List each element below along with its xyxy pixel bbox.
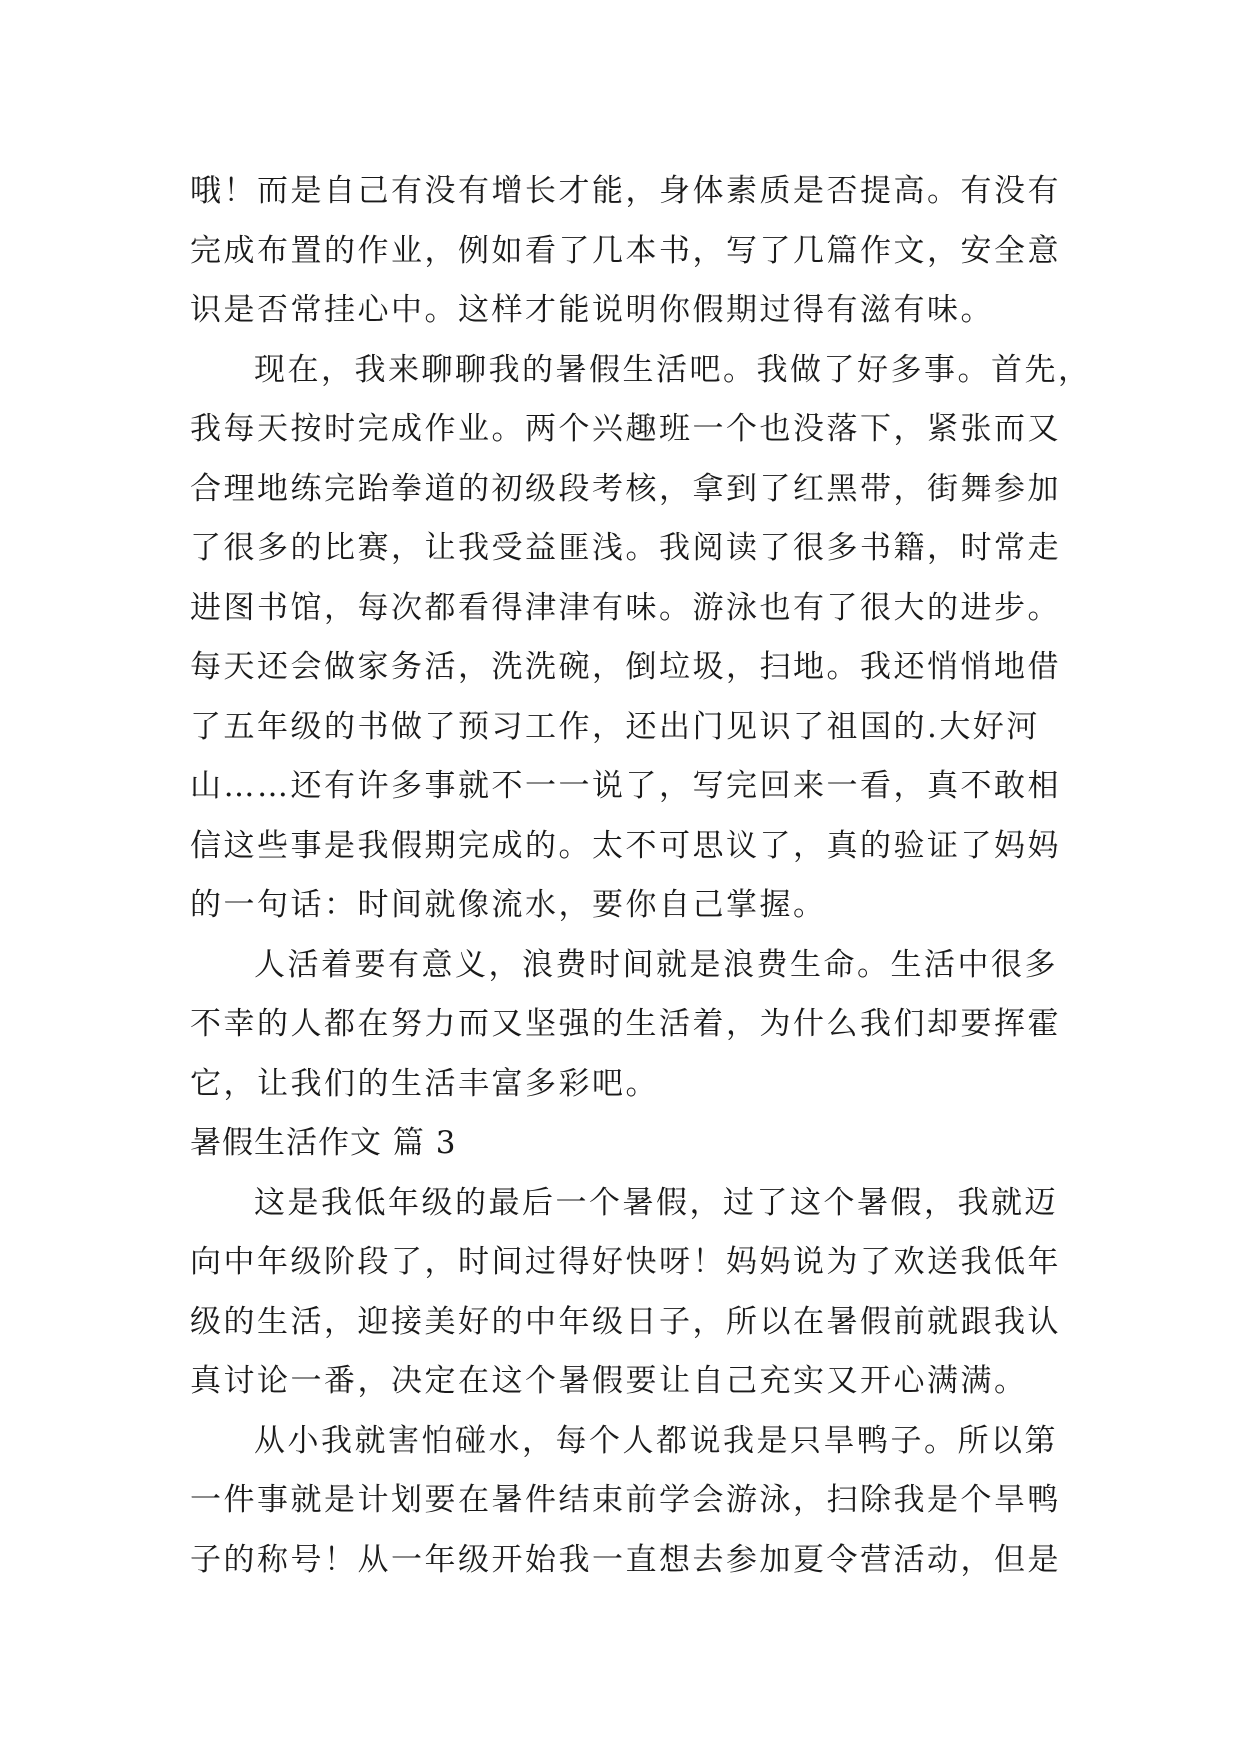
text-line: 识是否常挂心中。这样才能说明你假期过得有滋有味。 <box>190 292 994 328</box>
text-line: 进图书馆，每次都看得津津有味。游泳也有了很大的进步。 <box>190 589 1061 626</box>
paragraph-start-line: 从小我就害怕碰水，每个人都说我是只旱鸭子。所以第 <box>254 1422 1058 1459</box>
text-line: 子的称号！从一年级开始我一直想去参加夏令营活动，但是 <box>190 1541 1061 1578</box>
text-line: 真讨论一番，决定在这个暑假要让自己充实又开心满满。 <box>190 1363 1028 1399</box>
text-line: 完成布置的作业，例如看了几本书，写了几篇作文，安全意 <box>190 232 1061 269</box>
text-line: 哦！而是自己有没有增长才能，身体素质是否提高。有没有 <box>190 173 1061 209</box>
text-line: 我每天按时完成作业。两个兴趣班一个也没落下，紧张而又 <box>190 411 1061 447</box>
text-line: 的一句话：时间就像流水，要你自己掌握。 <box>190 887 827 923</box>
paragraph-start-line: 现在，我来聊聊我的暑假生活吧。我做了好多事。首先， <box>254 351 1092 388</box>
text-line: 级的生活，迎接美好的中年级日子，所以在暑假前就跟我认 <box>190 1303 1061 1340</box>
text-line: 每天还会做家务活，洗洗碗，倒垃圾，扫地。我还悄悄地借 <box>190 649 1061 685</box>
text-line: 了五年级的书做了预习工作，还出门见识了祖国的.大好河 <box>190 708 1040 745</box>
document-body <box>190 162 1092 1590</box>
text-line: 一件事就是计划要在暑件结束前学会游泳，扫除我是个旱鸭 <box>190 1482 1061 1518</box>
text-line: 向中年级阶段了，时间过得好快呀！妈妈说为了欢送我低年 <box>190 1244 1061 1280</box>
text-line: 不幸的人都在努力而又坚强的生活着，为什么我们却要挥霍 <box>190 1006 1061 1042</box>
text-line: 合理地练完跆拳道的初级段考核，拿到了红黑带，街舞参加 <box>190 470 1061 507</box>
text-line: 信这些事是我假期完成的。太不可思议了，真的验证了妈妈 <box>190 827 1061 864</box>
paragraph-start-line: 人活着要有意义，浪费时间就是浪费生命。生活中很多 <box>254 946 1058 983</box>
paragraph-start-line: 这是我低年级的最后一个暑假，过了这个暑假，我就迈 <box>254 1184 1058 1221</box>
text-line: 山……还有许多事就不一一说了，写完回来一看，真不敢相 <box>190 768 1061 804</box>
text-line: 它，让我们的生活丰富多彩吧。 <box>190 1065 659 1102</box>
text-line: 了很多的比赛，让我受益匪浅。我阅读了很多书籍，时常走 <box>190 530 1061 566</box>
section-heading: 暑假生活作文 篇 3 <box>190 1125 457 1161</box>
